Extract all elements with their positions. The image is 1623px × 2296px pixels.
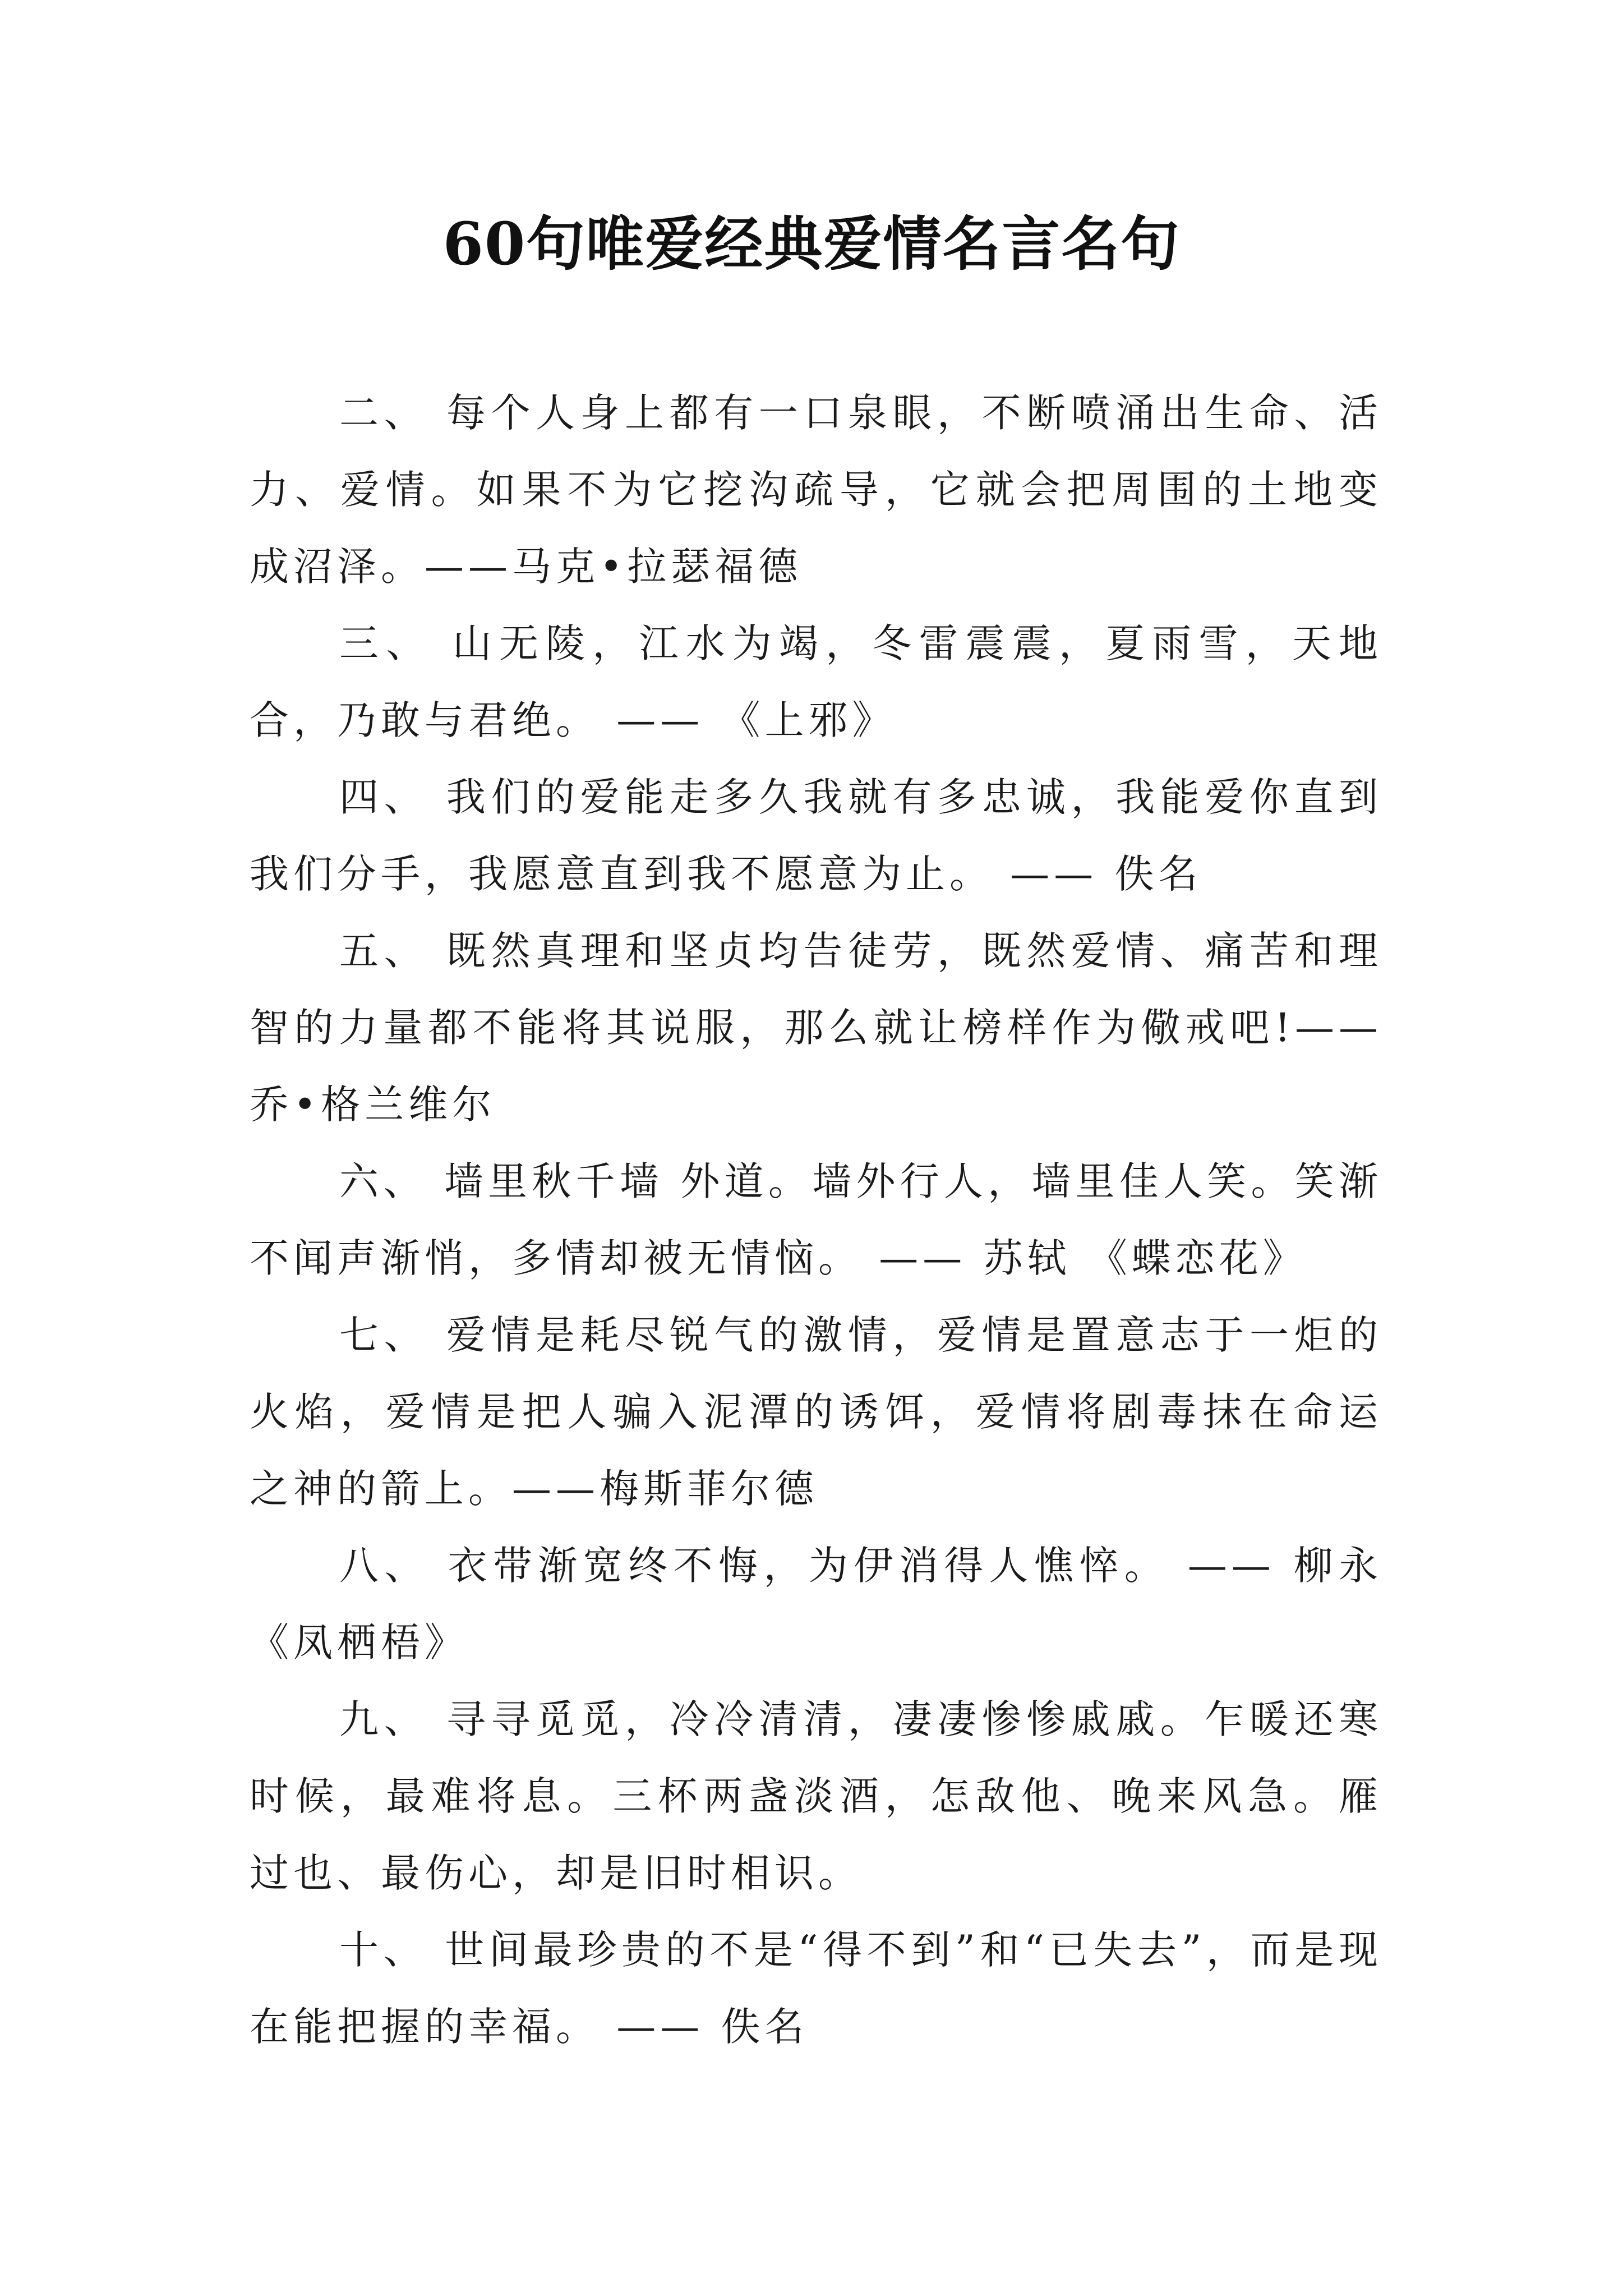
quote-paragraph-8: 八、 衣带渐宽终不悔，为伊消得人憔悴。 —— 柳永《凤栖梧》 xyxy=(250,1543,1382,1665)
document-body xyxy=(250,375,1382,2065)
quote-paragraph-5: 五、 既然真理和坚贞均告徒劳，既然爱情、痛苦和理智的力量都不能将其说服，那么就让榜样作为儆戒吧!——乔•格兰维尔 xyxy=(250,928,1382,1128)
document-title: 60句唯爱经典爱情名言名句 xyxy=(442,209,1181,278)
quote-paragraph-3: 三、 山无陵，江水为竭，冬雷震震，夏雨雪，天地合，乃敢与君绝。 —— 《上邪》 xyxy=(250,620,1382,743)
quote-paragraph-7: 七、 爱情是耗尽锐气的激情，爱情是置意志于一炬的火焰，爱情是把人骗入泥潭的诱饵，爱情将剧毒抹在命运之神的箭上。——梅斯菲尔德 xyxy=(250,1312,1382,1512)
quote-paragraph-4: 四、 我们的爱能走多久我就有多忠诚，我能爱你直到我们分手，我愿意直到我不愿意为止。 —— 佚名 xyxy=(250,774,1382,897)
quote-paragraph-2: 二、 每个人身上都有一口泉眼，不断喷涌出生命、活力、爱情。如果不为它挖沟疏导，它就会把周围的土地变成沼泽。——马克•拉瑟福德 xyxy=(250,390,1382,590)
quote-paragraph-6: 六、 墙里秋千墙 外道。墙外行人，墙里佳人笑。笑渐不闻声渐悄，多情却被无情恼。 —— 苏轼 《蝶恋花》 xyxy=(250,1158,1382,1281)
quote-paragraph-9: 九、 寻寻觅觅，冷冷清清，凄凄惨惨戚戚。乍暖还寒时候，最难将息。三杯两盏淡酒，怎敌他、晚来风急。雁过也、最伤心，却是旧时相识。 xyxy=(250,1696,1382,1896)
quote-paragraph-10: 十、 世间最珍贵的不是“得不到”和“已失去”，而是现在能把握的幸福。 —— 佚名 xyxy=(250,1927,1382,2050)
